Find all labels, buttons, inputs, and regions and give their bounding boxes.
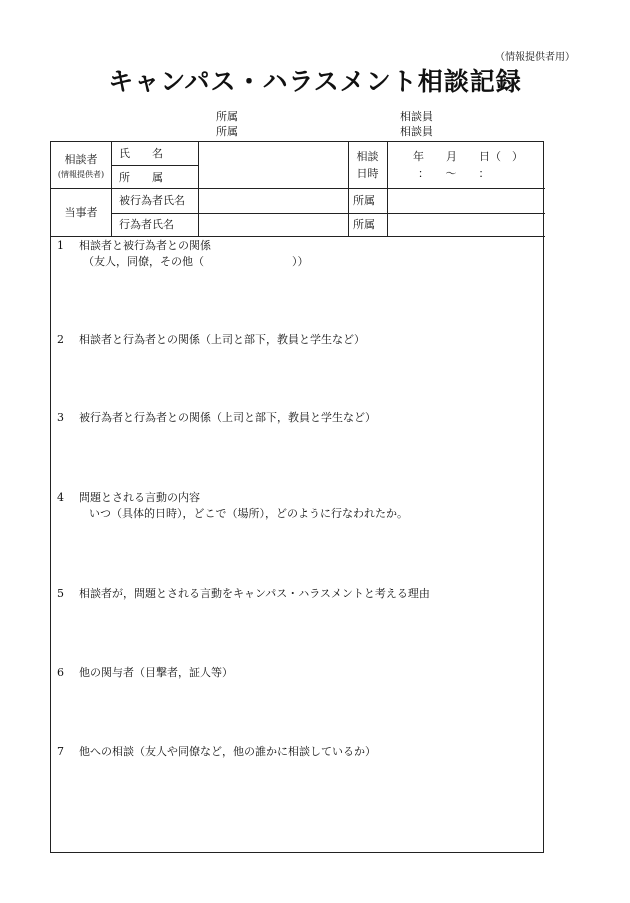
section-title: 他への相談（友人や同僚など，他の誰かに相談しているか） [79,745,376,758]
section-number: 5 [57,587,64,600]
section-3 [57,410,376,426]
section-4 [57,490,408,522]
section-title: 被行為者と行為者との関係（上司と部下，教員と学生など） [79,411,376,424]
consultation-form [50,141,544,853]
date-field[interactable]: 年 月 日（ ） [413,150,523,163]
actor-name-field[interactable] [201,214,346,235]
section-title: 相談者が，問題とされる言動をキャンパス・ハラスメントと考える理由 [79,587,430,600]
section-number: 2 [57,333,64,346]
actor-affiliation-label: 所属 [353,218,375,231]
section-number: 4 [57,491,64,504]
form-usage-note: （情報提供者用） [495,52,575,63]
consultant-name-field[interactable] [201,142,346,164]
section-7 [57,744,376,760]
page-title: キャンパス・ハラスメント相談記録 [108,67,522,96]
section-1 [57,238,309,270]
section-title: 他の関与者（目撃者，証人等） [79,666,233,679]
col-divider [198,142,199,236]
affiliation-label: 所 属 [119,171,163,184]
consultant-affiliation-field[interactable] [201,166,346,187]
header-affiliation-2: 所属 [216,125,238,138]
parties-label: 当事者 [64,206,98,219]
actor-affiliation-field[interactable] [389,214,543,235]
header-staff-1: 相談員 [400,110,433,123]
row-divider [111,165,198,166]
actor-name-label: 行為者氏名 [119,218,174,231]
header-affiliation-1: 所属 [216,110,238,123]
section-number: 3 [57,411,64,424]
col-divider [387,142,388,236]
victim-affiliation-field[interactable] [389,189,543,212]
consultant-sublabel: (情報提供者) [57,170,105,179]
section-title: 問題とされる言動の内容 [79,491,200,504]
header-staff-2: 相談員 [400,125,433,138]
consultant-label: 相談者 [64,153,98,166]
name-label: 氏 名 [119,147,163,160]
section-6 [57,665,233,681]
section-5 [57,586,430,602]
section-subtitle: いつ（具体的日時），どこで（場所），どのように行なわれたか。 [89,507,408,520]
section-number: 1 [57,239,64,252]
datetime-label-1: 相談 [356,150,379,163]
row-divider [51,236,545,237]
victim-name-label: 被行為者氏名 [119,194,185,207]
section-number: 7 [57,745,64,758]
section-subtitle: （友人，同僚，その他（ ）） [83,255,309,268]
datetime-label-2: 日時 [356,167,379,180]
victim-name-field[interactable] [201,189,346,212]
section-number: 6 [57,666,64,679]
section-title: 相談者と行為者との関係（上司と部下，教員と学生など） [79,333,365,346]
victim-affiliation-label: 所属 [353,194,375,207]
time-field[interactable]: ： 〜 ： [418,167,490,180]
section-title: 相談者と被行為者との関係 [79,239,211,252]
col-divider [111,142,112,236]
section-2 [57,332,365,348]
